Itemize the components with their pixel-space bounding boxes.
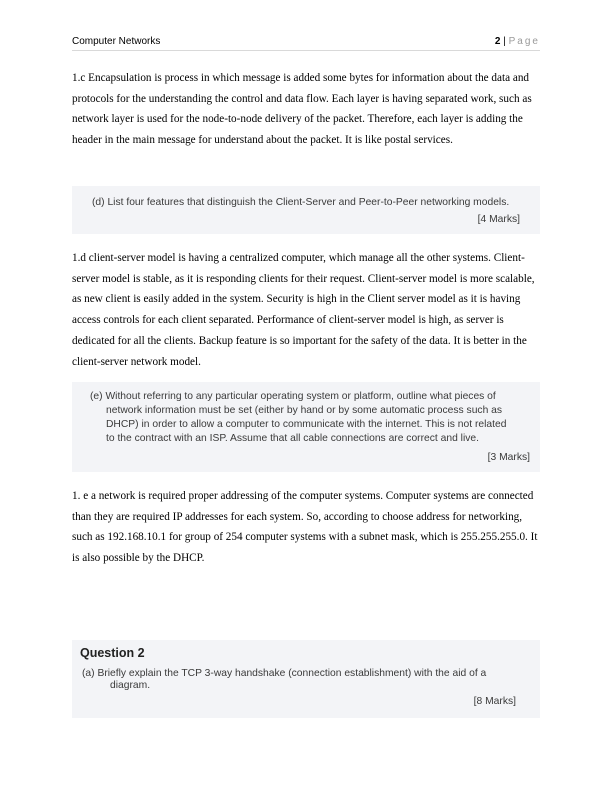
scanned-question-2 bbox=[72, 640, 540, 718]
question-e-marks: [3 Marks] bbox=[487, 452, 530, 463]
page-number: 2 bbox=[494, 36, 501, 47]
answer-1c: 1.c Encapsulation is process in which message is added some bytes for information about the data and protocols for the understanding the control and data flow. Each layer is having separated work, such as network layer is used for the node-to-node delivery of the packet. Therefore, each layer is adding the header in the main message for understand about the packet. It is like postal services. bbox=[72, 72, 532, 147]
page-header bbox=[72, 36, 540, 51]
question-e-line-1: (e) Without referring to any particular operating system or platform, outline what pieces of bbox=[90, 391, 496, 402]
scanned-question-e bbox=[72, 382, 540, 472]
scanned-question-d bbox=[72, 186, 540, 234]
question-d-marks: [4 Marks] bbox=[477, 214, 520, 225]
question-e-line-2: network information must be set (either by hand or by some automatic process such as bbox=[106, 405, 503, 416]
question-2-title: Question 2 bbox=[80, 646, 145, 660]
question-d-text: (d) List four features that distinguish the Client-Server and Peer-to-Peer networking models. bbox=[92, 197, 510, 208]
question-2a-line-2: diagram. bbox=[110, 680, 151, 691]
question-e-line-4: to the contract with an ISP. Assume that all cable connections are correct and live. bbox=[106, 433, 479, 444]
header-title: Computer Networks bbox=[72, 36, 161, 47]
question-e-line-3: DHCP) in order to allow a computer to communicate with the internet. This is not related bbox=[106, 419, 507, 430]
page-separator: | bbox=[503, 36, 506, 47]
question-2a-line-1: (a) Briefly explain the TCP 3-way handshake (connection establishment) with the aid of a bbox=[82, 668, 487, 679]
question-2a-marks: [8 Marks] bbox=[473, 696, 516, 707]
answer-1d: 1.d client-server model is having a centralized computer, which manage all the other systems. Client-server model is stable, as it is responding clients for their request. Client-server model is more scalable, as new client is easily added in the system. Security is high in the Client server model as it is having access controls for each client separated. Performance of client-server model is high, as server is dedicated for all the clients. Backup feature is so important for the safety of the data. It is better in the client-server network model. bbox=[72, 252, 535, 368]
page-label: Page bbox=[508, 36, 540, 47]
answer-1e: 1. e a network is required proper addressing of the computer systems. Computer systems are connected than they are required IP addresses for each system. So, according to choose address for networking, such as 192.168.10.1 for group of 254 computer systems with a subnet mask, which is 255.255.255.0. It is also possible by the DHCP. bbox=[72, 490, 538, 565]
header-page-number bbox=[495, 36, 540, 47]
